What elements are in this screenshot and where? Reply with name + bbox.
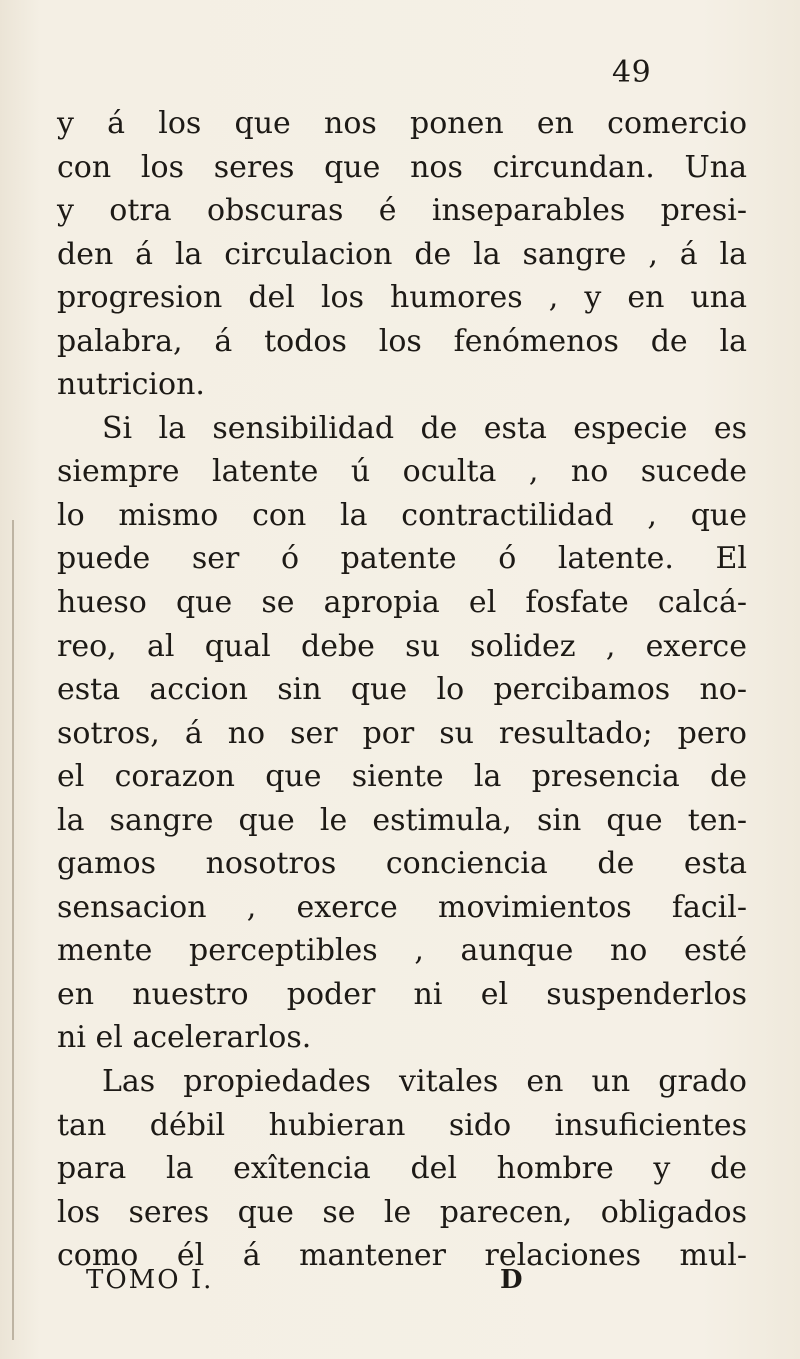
text-line: tan débil hubieran sido insuficientes bbox=[57, 1107, 747, 1143]
text-line: con los seres que nos circundan. Una bbox=[57, 149, 747, 185]
text-line: puede ser ó patente ó latente. El bbox=[57, 541, 747, 577]
text-line: para la exîtencia del hombre y de bbox=[57, 1151, 747, 1187]
text-line: hueso que se apropia el fosfate calcá- bbox=[57, 585, 747, 621]
text-line: sotros, á no ser por su resultado; pero bbox=[57, 715, 747, 751]
text-line: nutricion. bbox=[57, 367, 205, 403]
text-line: den á la circulacion de la sangre , á la bbox=[57, 236, 747, 272]
text-line: y otra obscuras é inseparables presi- bbox=[57, 193, 747, 229]
text-line: progresion del los humores , y en una bbox=[57, 280, 747, 316]
text-line: ni el acelerarlos. bbox=[57, 1020, 312, 1056]
text-line: reo, al qual debe su solidez , exerce bbox=[57, 628, 747, 664]
text-line: el corazon que siente la presencia de bbox=[57, 759, 747, 795]
text-line: y á los que nos ponen en comercio bbox=[57, 106, 747, 141]
text-line: los seres que se le parecen, obligados bbox=[57, 1194, 747, 1230]
page-footer bbox=[86, 1265, 606, 1305]
text-line: esta accion sin que lo percibamos no- bbox=[57, 672, 747, 708]
text-line: como él á mantener relaciones mul- bbox=[57, 1238, 747, 1274]
text-line: lo mismo con la contractilidad , que bbox=[57, 497, 747, 533]
page-number: 49 bbox=[612, 55, 652, 90]
text-line: sensacion , exerce movimientos facil- bbox=[57, 889, 747, 925]
text-line: siempre latente ú oculta , no sucede bbox=[57, 454, 747, 490]
volume-label: TOMO I. bbox=[86, 1265, 214, 1295]
text-line: palabra, á todos los fenómenos de la bbox=[57, 323, 747, 359]
text-line: en nuestro poder ni el suspenderlos bbox=[57, 976, 747, 1012]
page-edge-line bbox=[12, 520, 14, 1340]
body-text bbox=[57, 102, 747, 1278]
text-line: Las propiedades vitales en un grado bbox=[102, 1064, 747, 1100]
text-line: Si la sensibilidad de esta especie es bbox=[102, 410, 747, 446]
signature-mark: D bbox=[500, 1265, 525, 1295]
text-line: mente perceptibles , aunque no esté bbox=[57, 933, 747, 969]
text-line: gamos nosotros conciencia de esta bbox=[57, 846, 747, 882]
text-line: la sangre que le estimula, sin que ten- bbox=[57, 802, 747, 838]
